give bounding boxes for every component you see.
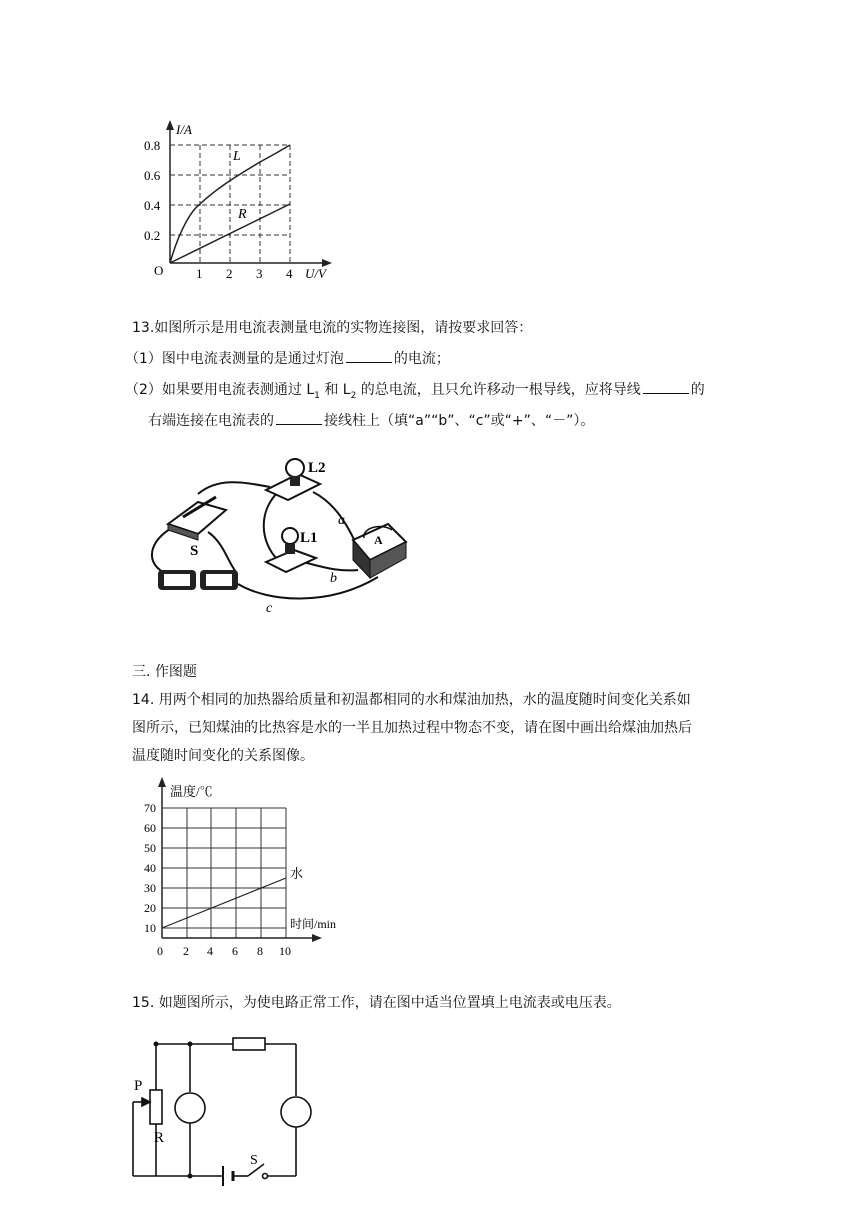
svg-text:0.4: 0.4 — [144, 198, 161, 213]
svg-text:1: 1 — [196, 266, 203, 281]
q14-line3: 温度随时间变化的关系图像。 — [132, 748, 314, 764]
slider-p-label: P — [134, 1078, 143, 1094]
origin-label: O — [154, 263, 164, 278]
lamp-l1-label: L1 — [300, 530, 318, 546]
svg-text:0.8: 0.8 — [144, 138, 161, 153]
wire-b-label: b — [330, 571, 337, 586]
svg-text:2: 2 — [183, 944, 189, 958]
switch-label: S — [190, 543, 199, 559]
iu-graph — [140, 118, 340, 283]
q13-part1: （1）图中电流表测量的是通过灯泡 的电流； — [125, 348, 450, 369]
svg-text:4: 4 — [207, 944, 213, 958]
y-axis-label: I/A — [176, 122, 192, 137]
q14-line2: 图所示，已知煤油的比热容是水的一半且加热过程中物态不变，请在图中画出给煤油加热后 — [132, 720, 692, 736]
switch-s-label: S — [250, 1153, 258, 1168]
svg-text:30: 30 — [144, 881, 156, 895]
section-title: 三. 作图题 — [132, 664, 197, 680]
switch-s — [168, 497, 226, 540]
svg-text:10: 10 — [279, 944, 291, 958]
svg-text:70: 70 — [144, 801, 156, 815]
svg-text:3: 3 — [256, 266, 263, 281]
svg-text:2: 2 — [226, 266, 233, 281]
rheostat-r-label: R — [154, 1130, 165, 1146]
lamp-l2-label: L2 — [308, 460, 326, 476]
q13-part2-cont: 右端连接在电流表的 接线柱上（填“a”“b”、“c”或“+”、“－”）。 — [148, 410, 594, 431]
water-series-label: 水 — [290, 866, 304, 881]
wire-c-label: c — [266, 601, 273, 616]
schematic-circuit-diagram — [128, 1030, 328, 1190]
svg-text:6: 6 — [232, 944, 238, 958]
svg-text:0: 0 — [157, 944, 163, 958]
answer-blank[interactable] — [276, 410, 322, 425]
svg-text:20: 20 — [144, 901, 156, 915]
temperature-time-graph — [140, 774, 355, 964]
q15-text: 15. 如题图所示，为使电路正常工作，请在图中适当位置填上电流表或电压表。 — [132, 995, 621, 1011]
svg-text:4: 4 — [286, 266, 293, 281]
svg-text:10: 10 — [144, 921, 156, 935]
svg-text:0.6: 0.6 — [144, 168, 161, 183]
svg-text:60: 60 — [144, 821, 156, 835]
q13-stem: 13.如图所示是用电流表测量电流的实物连接图，请按要求回答： — [132, 320, 533, 336]
x-axis-label: U/V — [305, 266, 326, 281]
x-axis-label: 时间/min — [290, 917, 337, 931]
answer-blank[interactable] — [346, 348, 392, 363]
curve-r-label: R — [238, 207, 247, 222]
ammeter-label: A — [374, 533, 383, 547]
answer-blank[interactable] — [643, 379, 689, 394]
physical-circuit-diagram — [148, 452, 418, 624]
q14-line1: 14. 用两个相同的加热器给质量和初温都相同的水和煤油加热，水的温度随时间变化关系如 — [132, 692, 691, 708]
wire-a-label: a — [338, 513, 345, 528]
svg-text:8: 8 — [257, 944, 263, 958]
y-axis-label: 温度/℃ — [170, 784, 213, 799]
svg-text:40: 40 — [144, 861, 156, 875]
svg-text:50: 50 — [144, 841, 156, 855]
water-series-line — [162, 878, 286, 928]
svg-text:0.2: 0.2 — [144, 228, 161, 243]
battery-pack — [158, 570, 238, 590]
curve-l-label: L — [233, 149, 241, 164]
q13-part2: （2）如果要用电流表测通过 $L_1$ 和 $L_2$ 的总电流，且只允许移动一根导线，应将导线 的 — [125, 379, 705, 406]
